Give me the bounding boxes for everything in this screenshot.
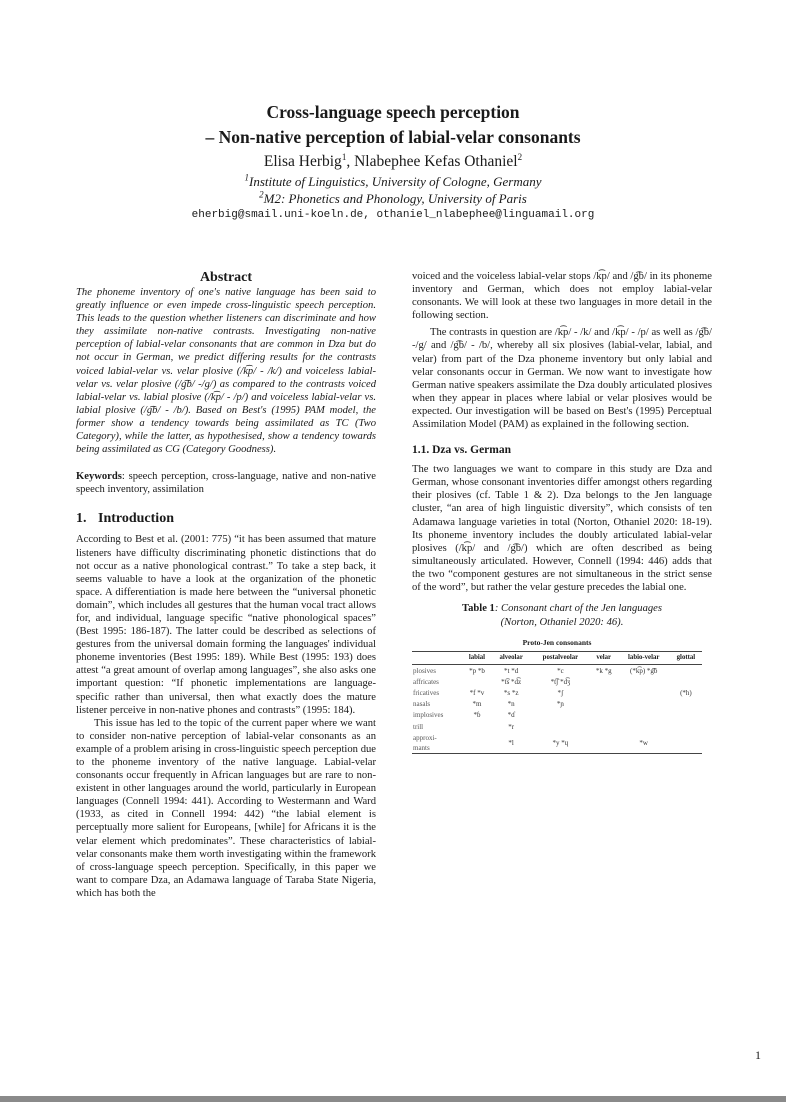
table-row-label: nasals <box>413 700 431 709</box>
consonant-table <box>412 638 702 754</box>
author-2-sup: 2 <box>517 151 523 162</box>
table-cell <box>618 721 670 732</box>
table-cell: *m <box>472 700 482 709</box>
table-header-cell: labial <box>463 652 492 665</box>
table-cell: *l <box>491 732 531 754</box>
table-cell <box>590 699 618 710</box>
table-cell <box>670 676 702 687</box>
table-cell <box>590 676 618 687</box>
table-cell <box>463 676 492 687</box>
paper-title-line1: Cross-language speech perception <box>266 102 520 122</box>
table-cell: *ʃ <box>557 689 564 698</box>
table-row-label: trill <box>413 722 424 731</box>
page-number: 1 <box>755 1048 761 1062</box>
table-cell: *s *z <box>503 689 519 698</box>
affiliation-2-text: M2: Phonetics and Phonology, University of Paris <box>263 191 527 206</box>
table-1-caption-text: : Consonant chart of the Jen languages <box>494 603 662 615</box>
abstract-text: The phoneme inventory of one's native language has been said to greatly influence or even impede cross-linguistic speech perception. This leads to the question whether listeners can discriminate and how they assimilate non-native contrasts. Investigating non-native perception of labial-velar consonants that are common in Dza but do not occur in German, we predict differing results for the contrasts voiced labial-velar vs. velar plosive (/k͡p/ - /k/) and voiceless labial-velar vs. velar plosive (/g͡b/ -/g/) as compared to the contrasts voiced labial-velar vs. labial plosive (/k͡p/ - /p/) and voiceless labial-velar vs. labial plosive (/g͡b/ - /b/). Based on Best's (1995) PAM model, the former show a tendency towards being assimilated as TC (Two Category), while the latter, as hypothesised, show a tendency towards being assimilated as CG (Category Goodness). <box>76 287 376 456</box>
intro-paragraph-4: The contrasts in question are /k͡p/ - /k/ and /k͡p/ - /p/ as well as /g͡b/ -/g/ and /g͡b/ - /b/, whereby all six plosives (labial-velar, labial, and velar) from part of the Dza phoneme inventory but only labial and velar consonants occur in German. We now want to investigate how German native speakers assimilate the Dza doubly articulated plosives when they appear in places where labial or velar plosives would be expected. Our investigation will be based on Best's (1995) Perceptual Assimilation Model (PAM) as explained in the following section. <box>412 327 712 431</box>
table-row <box>412 721 702 732</box>
affiliation-1-sup: 1 <box>244 172 249 183</box>
table-cell <box>463 721 492 732</box>
table-row-label: approxi- mants <box>412 732 463 754</box>
table-cell: *n <box>507 700 515 709</box>
table-cell <box>618 710 670 721</box>
section-heading-introduction <box>76 510 376 527</box>
table-header-cell: postalveolar <box>531 652 590 665</box>
table-cell: *t *d <box>504 666 519 675</box>
page-bottom-edge <box>0 1096 786 1102</box>
affiliation-2-sup: 2 <box>259 189 264 200</box>
table-cell: *ɓ <box>473 711 481 720</box>
keywords-label: Keywords <box>76 471 122 483</box>
table-cell <box>670 732 702 754</box>
table-title: Proto-Jen consonants <box>412 638 702 652</box>
table-row <box>412 710 702 721</box>
table-cell: *ɲ <box>556 700 564 709</box>
table-cell <box>531 721 590 732</box>
table-cell: *c <box>557 666 564 675</box>
table-cell <box>531 710 590 721</box>
section-number: 1. <box>76 511 87 527</box>
table-1-caption-source: (Norton, Othaniel 2020: 46). <box>500 617 624 629</box>
table-cell: (*k͡p) *g͡b <box>630 666 658 675</box>
author-1-sup: 1 <box>341 151 347 162</box>
table-cell: *r <box>508 722 515 731</box>
table-cell: *t͡s *d͡z <box>501 677 522 686</box>
right-column <box>412 270 712 754</box>
keywords-text: : speech perception, cross-language, native and non-native speech inventory, assimilation <box>76 471 376 496</box>
table-cell <box>670 710 702 721</box>
table-row-label: affricates <box>413 677 439 686</box>
intro-paragraph-3: voiced and the voiceless labial-velar stops /k͡p/ and /g͡b/ in its phoneme inventory and German, which does not employ labial-velar consonants. We will look at these two languages in more detail in the following section. <box>412 271 712 322</box>
consonant-table-grid <box>412 652 702 754</box>
table-row <box>412 699 702 710</box>
left-column <box>76 270 376 900</box>
table-cell <box>670 665 702 677</box>
table-cell <box>618 687 670 698</box>
table-cell: *f *v <box>469 689 485 698</box>
table-cell <box>590 687 618 698</box>
affiliation-1 <box>0 173 786 190</box>
author-separator: , <box>346 153 355 170</box>
table-cell <box>590 710 618 721</box>
table-cell: *t͡ʃ *d͡ʒ <box>550 677 571 686</box>
table-cell: *p *b <box>469 666 485 675</box>
table-cell <box>670 721 702 732</box>
intro-paragraph-1: According to Best et al. (2001: 775) “it has been assumed that mature listeners have difficulty discriminating phonetic distinctions that do not occur as a native phonological contrast.” To take a step back, it seems valuable to have a look at the organization of the phonetic space. A differentiation is made here between the “universal phonetic domain”, which includes all gestures that the human vocal tract allows for, and individual, language specific “native phonological spaces” (Best 1995: 186-187). The latter could be described as selections of gestures from the universal domain forming the languages' individual phoneme inventories (Best 1995: 189). While Best (1995: 193) does attest “a great amount of overlap among languages”, she also asks one important question: “If phonetic implementations are language-specific rather than universal, then what exactly does the mature listener perceive in non-native phones and contrasts” (1995: 184). <box>76 534 376 716</box>
table-row <box>412 665 702 677</box>
keywords <box>76 470 376 496</box>
table-header-cell: glottal <box>670 652 702 665</box>
table-cell: *k *g <box>595 666 612 675</box>
table-cell <box>590 721 618 732</box>
table-row-label: fricatives <box>413 689 440 698</box>
table-cell: *y *ɥ <box>531 732 590 754</box>
table-header-row <box>412 652 702 665</box>
table-header-cell: velar <box>590 652 618 665</box>
subsection-paragraph-1: The two languages we want to compare in this study are Dza and German, whose consonant inventories differ amongst others regarding their plosives (cf. Table 1 & 2). Dza belongs to the Jen language cluster, “an area of high linguistic diversity”, which consists of ten Adamawa language varieties in total (Norton, Othaniel 2020: 18-19). Its phoneme inventory includes the doubly articulated labial-velar plosives (/k͡p/ and /g͡b/) which are often described as being simultaneously articulated. However, Connell (1994: 446) adds that the two “component gestures are not simultaneous in the strict sense of the word”, but rather the velar gesture precedes the labial one. <box>412 464 712 593</box>
table-cell <box>463 732 492 754</box>
table-cell <box>618 676 670 687</box>
author-2: Nlabephee Kefas Othaniel <box>354 153 518 170</box>
table-row <box>412 732 702 754</box>
author-emails: eherbig@smail.uni-koeln.de, othaniel_nlabephee@linguamail.org <box>191 209 595 221</box>
table-row <box>412 676 702 687</box>
affiliation-1-text: Institute of Linguistics, University of Cologne, Germany <box>249 174 542 189</box>
table-row-label: implosives <box>413 711 444 720</box>
table-1-caption <box>412 602 712 630</box>
subsection-heading: 1.1. Dza vs. German <box>412 444 512 457</box>
author-list <box>0 151 786 173</box>
table-header-cell: alveolar <box>491 652 531 665</box>
section-title: Introduction <box>98 511 174 527</box>
table-header-cell <box>412 652 463 665</box>
table-cell <box>618 699 670 710</box>
table-row-label: plosives <box>413 666 436 675</box>
table-cell: *ɗ <box>507 711 515 720</box>
table-row <box>412 687 702 698</box>
table-cell <box>670 699 702 710</box>
intro-paragraph-2: This issue has led to the topic of the current paper where we want to consider non-native perception of labial-velar consonants as an example of a problem arising in cross-linguistic speech perception due to the phoneme inventory of the native language. Labial-velar consonants occur frequently in African languages but are rare to non-existent in other languages around the world, particularly in European languages (Connell 1994: 441). According to Westermann and Ward (1933, as cited in Connell 1994: 442) “the labial element is perceptually more salient for Europeans, [while] for Africans it is the velar element which predominates”. These characteristics of labial-velar consonants make them worth investigating within the framework of cross-language speech perception. Specifically, in this paper we want to compare Dza, an Adamawa language of Taraba State Nigeria, which has both the <box>76 717 376 899</box>
table-cell: (*h) <box>680 689 692 698</box>
paper-header <box>0 100 786 223</box>
table-1-caption-label: Table 1 <box>461 603 495 615</box>
author-1: Elisa Herbig <box>263 153 342 170</box>
paper-title-line2: – Non-native perception of labial-velar consonants <box>205 127 581 147</box>
abstract-heading: Abstract <box>199 270 253 285</box>
table-cell: *w <box>618 732 670 754</box>
affiliation-2 <box>0 190 786 207</box>
table-cell <box>590 732 618 754</box>
table-header-cell: labio-velar <box>618 652 670 665</box>
